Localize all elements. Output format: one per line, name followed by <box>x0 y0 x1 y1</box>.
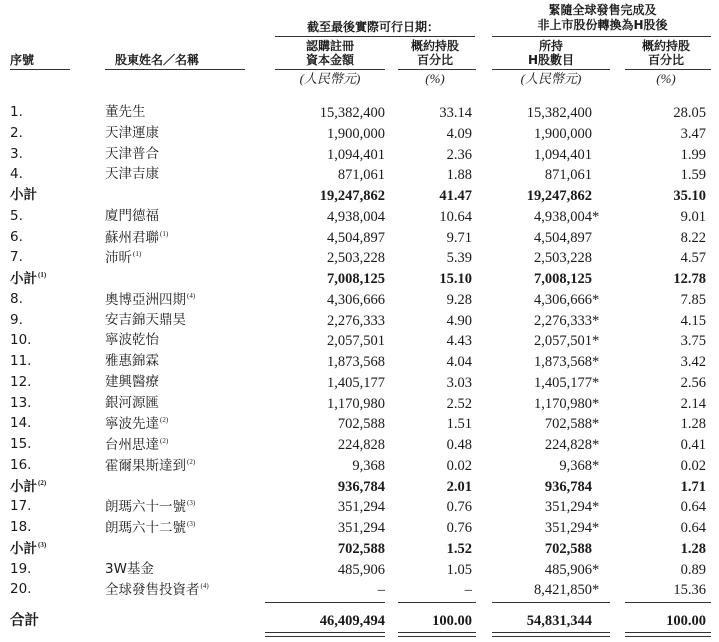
row-index-text: 7. <box>10 249 23 265</box>
col-header-capital-l2: 資本金額 <box>305 53 354 67</box>
col-header-pct1-l2: 百分比 <box>416 53 453 67</box>
registered-capital: 1,094,401 <box>327 147 385 163</box>
h-shares <box>492 189 592 204</box>
row-index <box>10 397 31 411</box>
footnote-ref: (2) <box>38 479 47 487</box>
footnote-ref: (3) <box>187 499 196 507</box>
shareholder-name <box>105 314 186 328</box>
h-shares: 9,368* <box>559 458 600 474</box>
row-index <box>10 417 31 431</box>
row-index-text: 小計 <box>10 541 37 557</box>
registered-capital: 351,294 <box>337 499 385 515</box>
shareholder-name <box>105 293 195 308</box>
row-index <box>10 314 23 328</box>
row-index-text: 2. <box>10 125 23 141</box>
total-rule-dbl2-capital <box>265 636 385 637</box>
footnote-ref: (1) <box>38 271 47 279</box>
col-rule-h <box>492 69 610 70</box>
registered-capital: 485,906 <box>337 562 385 578</box>
registered-capital: 2,503,228 <box>327 250 385 266</box>
registered-capital: 1,900,000 <box>327 126 385 142</box>
shareholder-name <box>105 106 146 120</box>
pct-before: 15.10 <box>439 271 472 287</box>
pct-after: 35.10 <box>673 188 706 204</box>
pct-before: 2.52 <box>446 396 472 412</box>
h-shares: 2,057,501* <box>534 333 600 349</box>
shareholder-name-text: 雅惠錦霖 <box>105 353 159 369</box>
shareholder-name-text: 寧波乾怡 <box>105 332 159 348</box>
registered-capital: 351,294 <box>337 520 385 536</box>
h-shares-text: 702,588 <box>544 541 592 557</box>
pct-before: 4.04 <box>446 354 472 370</box>
shareholder-name <box>105 459 195 474</box>
registered-capital: 7,008,125 <box>327 271 385 287</box>
row-index <box>10 148 23 162</box>
h-shares-text: 224,828 <box>544 437 592 453</box>
h-shares <box>492 542 592 557</box>
h-shares: 485,906* <box>544 562 600 578</box>
h-shares-text: 485,906 <box>544 562 592 578</box>
pct-after: 3.75 <box>680 333 706 349</box>
pct-after: 1.71 <box>680 479 706 495</box>
registered-capital: 19,247,862 <box>319 188 385 204</box>
shareholder-name <box>105 376 159 390</box>
h-shares-text: 7,008,125 <box>534 271 592 287</box>
row-index <box>10 251 23 265</box>
col-header-pct2-l1: 概約持股 <box>641 39 690 53</box>
row-index <box>10 210 23 224</box>
footnote-ref: (3) <box>38 541 47 549</box>
pct-after: 3.47 <box>680 126 706 142</box>
h-shares: 1,170,980* <box>534 396 600 412</box>
total-rule-top-h <box>492 602 610 603</box>
shareholder-name-text: 朗瑪六十二號 <box>105 520 186 536</box>
pct-after: 12.78 <box>673 271 706 287</box>
pct-after: 15.36 <box>673 582 706 598</box>
total-h: 54,831,344 <box>526 613 592 629</box>
pct-before: 4.09 <box>446 126 472 142</box>
pct-after: 7.85 <box>680 292 706 308</box>
row-index-text: 10. <box>10 332 32 348</box>
registered-capital: 2,276,333 <box>327 313 385 329</box>
h-shares-text: 871,061 <box>544 167 592 183</box>
shareholder-name <box>105 251 141 266</box>
pct-after: 4.57 <box>680 250 706 266</box>
col-rule-capital <box>275 69 385 70</box>
total-rule-top-pct2 <box>625 602 711 603</box>
registered-capital: – <box>377 582 385 598</box>
pct-before: 0.76 <box>446 520 472 536</box>
pct-after: 2.14 <box>680 396 706 412</box>
h-shares-text: 351,294 <box>544 499 592 515</box>
shareholder-name <box>105 417 168 432</box>
h-shares <box>492 168 592 183</box>
h-shares <box>492 251 592 266</box>
registered-capital: 936,784 <box>337 479 385 495</box>
pct-after: 9.01 <box>680 209 706 225</box>
shareholder-name <box>105 500 195 515</box>
registered-capital: 9,368 <box>352 458 385 474</box>
pct-before: – <box>464 582 472 598</box>
shareholder-name-text: 沛昕 <box>105 250 132 266</box>
registered-capital: 4,504,897 <box>327 230 385 246</box>
total-pct1: 100.00 <box>432 613 472 629</box>
h-shares-text: 702,588 <box>544 416 592 432</box>
footnote-ref: (2) <box>160 416 169 424</box>
row-index <box>10 231 23 245</box>
total-rule-dbl1-pct1 <box>398 632 476 633</box>
h-shares-text: 1,170,980 <box>534 396 592 412</box>
h-shares-text: 8,421,850 <box>534 582 592 598</box>
registered-capital: 15,382,400 <box>319 105 385 121</box>
pct-before: 3.03 <box>446 375 472 391</box>
total-rule-dbl1-capital <box>265 632 385 633</box>
shareholder-name-text: 台州思達 <box>105 437 159 453</box>
h-shares: 8,421,850* <box>534 582 600 598</box>
pct-before: 0.76 <box>446 499 472 515</box>
row-index <box>10 106 23 120</box>
registered-capital: 4,938,004 <box>327 209 385 225</box>
pct-after: 1.99 <box>680 147 706 163</box>
row-index-text: 9. <box>10 312 23 328</box>
pct-after: 2.56 <box>680 375 706 391</box>
row-index-text: 13. <box>10 395 32 411</box>
row-index-text: 12. <box>10 374 32 390</box>
footnote-ref: (2) <box>187 458 196 466</box>
pct-after: 0.41 <box>680 437 706 453</box>
total-capital: 46,409,494 <box>319 613 385 629</box>
shareholder-name <box>105 210 159 224</box>
row-index-text: 4. <box>10 166 23 182</box>
h-shares: 4,306,666* <box>534 292 600 308</box>
total-rule-dbl2-h <box>492 636 610 637</box>
h-shares: 224,828* <box>544 437 600 453</box>
footnote-ref: (3) <box>187 520 196 528</box>
h-shares-text: 936,784 <box>544 479 592 495</box>
registered-capital: 4,306,666 <box>327 292 385 308</box>
pct-before: 4.90 <box>446 313 472 329</box>
pct-before: 5.39 <box>446 250 472 266</box>
pct-after: 4.15 <box>680 313 706 329</box>
row-index-text: 6. <box>10 229 23 245</box>
shareholder-name-text: 蘇州君聯 <box>105 230 159 246</box>
h-shares <box>492 480 592 495</box>
group-header-after-offering-l1: 緊隨全球發售完成及 <box>548 3 657 17</box>
h-shares-text: 19,247,862 <box>526 188 592 204</box>
shareholder-name-text: 董先生 <box>105 104 146 120</box>
pct-after: 1.28 <box>680 541 706 557</box>
total-rule-dbl1-pct2 <box>625 632 711 633</box>
shareholder-name <box>105 127 159 141</box>
h-shares-text: 1,900,000 <box>534 126 592 142</box>
pct-after: 0.89 <box>680 562 706 578</box>
footnote-ref: (4) <box>200 582 209 590</box>
pct-before: 0.48 <box>446 437 472 453</box>
pct-after: 0.02 <box>680 458 706 474</box>
pct-after: 3.42 <box>680 354 706 370</box>
pct-before: 2.01 <box>446 479 472 495</box>
shareholder-name-text: 天津普合 <box>105 146 159 162</box>
unit-pct2: (%) <box>656 71 676 86</box>
pct-before: 10.64 <box>439 209 472 225</box>
pct-after: 8.22 <box>680 230 706 246</box>
shareholder-name-text: 寧波先達 <box>105 416 159 432</box>
total-rule-top-pct1 <box>398 602 476 603</box>
registered-capital: 871,061 <box>337 167 385 183</box>
total-pct2: 100.00 <box>666 613 706 629</box>
shareholder-name <box>105 563 154 577</box>
h-shares: 351,294* <box>544 520 600 536</box>
row-index <box>10 168 23 182</box>
row-index <box>10 438 31 452</box>
shareholder-name-text: 廈門德福 <box>105 208 159 224</box>
h-shares-text: 4,504,897 <box>534 230 592 246</box>
h-shares: 1,873,568* <box>534 354 600 370</box>
row-index <box>10 293 23 307</box>
registered-capital: 1,405,177 <box>327 375 385 391</box>
col-header-capital-l1: 認購註冊 <box>305 39 354 53</box>
shareholder-name-text: 3W基金 <box>105 561 154 577</box>
shareholder-name <box>105 231 168 246</box>
pct-before: 41.47 <box>439 188 472 204</box>
registered-capital: 224,828 <box>337 437 385 453</box>
row-index-text: 18. <box>10 519 32 535</box>
group-header-rule-1 <box>275 36 475 37</box>
h-shares: 702,588* <box>544 416 600 432</box>
h-shares <box>492 127 592 142</box>
pct-before: 0.02 <box>446 458 472 474</box>
total-rule-dbl2-pct1 <box>398 636 476 637</box>
pct-after: 1.59 <box>680 167 706 183</box>
group-header-latest-practicable-date: 截至最後實際可行日期： <box>306 20 439 34</box>
shareholder-name <box>105 148 159 162</box>
row-index <box>10 355 31 369</box>
pct-before: 9.71 <box>446 230 472 246</box>
row-index-text: 16. <box>10 457 32 473</box>
shareholder-name-text: 霍爾果斯達到 <box>105 458 186 474</box>
row-index-text: 小計 <box>10 187 37 203</box>
shareholder-name <box>105 334 159 348</box>
col-header-pct1-l1: 概約持股 <box>410 39 459 53</box>
group-header-rule-2 <box>492 36 711 37</box>
footnote-ref: (1) <box>160 230 169 238</box>
total-rule-dbl1-h <box>492 632 610 633</box>
pct-before: 1.88 <box>446 167 472 183</box>
pct-before: 1.51 <box>446 416 472 432</box>
total-rule-dbl2-pct2 <box>625 636 711 637</box>
shareholder-name-text: 建興醫療 <box>105 374 159 390</box>
unit-pct1: (%) <box>425 71 445 86</box>
h-shares-text: 351,294 <box>544 520 592 536</box>
row-index-text: 3. <box>10 146 23 162</box>
h-shares-text: 15,382,400 <box>526 105 592 121</box>
shareholder-name-text: 安吉錦天鼎昊 <box>105 312 186 328</box>
row-index-text: 14. <box>10 415 32 431</box>
row-index-text: 小計 <box>10 479 37 495</box>
h-shares-text: 1,873,568 <box>534 354 592 370</box>
row-index-text: 20. <box>10 581 32 597</box>
h-shares-text: 2,276,333 <box>534 313 592 329</box>
h-shares-text: 4,306,666 <box>534 292 592 308</box>
h-shares: 351,294* <box>544 499 600 515</box>
shareholder-name <box>105 521 195 536</box>
pct-before: 1.52 <box>446 541 472 557</box>
pct-after: 0.64 <box>680 499 706 515</box>
h-shares: 1,405,177* <box>534 375 600 391</box>
shareholder-name-text: 銀河源匯 <box>105 395 159 411</box>
shareholder-name <box>105 583 209 598</box>
registered-capital: 2,057,501 <box>327 333 385 349</box>
subtotal-label <box>10 480 46 495</box>
row-index <box>10 521 31 535</box>
col-header-pct2-l2: 百分比 <box>647 53 684 67</box>
row-index-text: 8. <box>10 291 23 307</box>
pct-before: 4.43 <box>446 333 472 349</box>
row-index <box>10 127 23 141</box>
shareholder-name <box>105 397 159 411</box>
row-index-text: 1. <box>10 104 23 120</box>
pct-after: 28.05 <box>673 105 706 121</box>
subtotal-label <box>10 189 37 203</box>
h-shares-text: 2,503,228 <box>534 250 592 266</box>
col-rule-pct1 <box>398 69 476 70</box>
row-index-text: 15. <box>10 436 32 452</box>
h-shares-text: 9,368 <box>559 458 592 474</box>
row-index-text: 11. <box>10 353 32 369</box>
footnote-ref: (2) <box>160 437 169 445</box>
h-shares-text: 2,057,501 <box>534 333 592 349</box>
shareholder-name-text: 天津吉康 <box>105 166 159 182</box>
total-rule-top-capital <box>265 602 385 603</box>
h-shares <box>492 148 592 163</box>
shareholder-name-text: 朗瑪六十一號 <box>105 499 186 515</box>
row-index <box>10 334 31 348</box>
total-label: 合計 <box>10 613 39 629</box>
h-shares <box>492 106 592 121</box>
registered-capital: 702,588 <box>337 541 385 557</box>
row-index-text: 小計 <box>10 271 37 287</box>
shareholder-name-text: 全球發售投資者 <box>105 582 200 598</box>
row-index <box>10 563 31 577</box>
row-index <box>10 583 31 597</box>
row-index-text: 19. <box>10 561 32 577</box>
subtotal-label <box>10 542 46 557</box>
col-rule-name <box>105 69 245 70</box>
shareholder-name-text: 天津運康 <box>105 125 159 141</box>
shareholder-name-text: 奧博亞洲四期 <box>105 292 186 308</box>
subtotal-label <box>10 272 46 287</box>
registered-capital: 702,588 <box>337 416 385 432</box>
h-shares: 4,938,004* <box>534 209 600 225</box>
pct-before: 1.05 <box>446 562 472 578</box>
row-index <box>10 459 31 473</box>
row-index-text: 5. <box>10 208 23 224</box>
registered-capital: 1,170,980 <box>327 396 385 412</box>
footnote-ref: (4) <box>187 292 196 300</box>
row-index <box>10 376 31 390</box>
row-index-text: 17. <box>10 498 32 514</box>
col-header-index: 序號 <box>10 53 35 67</box>
pct-after: 0.64 <box>680 520 706 536</box>
unit-capital: (人民幣元) <box>299 71 361 86</box>
col-rule-pct2 <box>625 69 711 70</box>
unit-h: (人民幣元) <box>520 71 582 86</box>
h-shares-text: 1,405,177 <box>534 375 592 391</box>
group-header-after-offering-l2: 非上市股份轉換為H股後 <box>537 18 668 32</box>
pct-after: 1.28 <box>680 416 706 432</box>
shareholder-name <box>105 438 168 453</box>
col-header-name: 股東姓名／名稱 <box>115 53 200 67</box>
h-shares: 2,276,333* <box>534 313 600 329</box>
col-rule-index <box>10 69 70 70</box>
h-shares-text: 1,094,401 <box>534 147 592 163</box>
shareholder-name <box>105 355 159 369</box>
row-index <box>10 500 31 514</box>
h-shares <box>492 272 592 287</box>
pct-before: 9.28 <box>446 292 472 308</box>
footnote-ref: (1) <box>133 250 142 258</box>
h-shares-text: 4,938,004 <box>534 209 592 225</box>
col-header-h-l2: H股數目 <box>527 53 575 67</box>
pct-before: 33.14 <box>439 105 472 121</box>
pct-before: 2.36 <box>446 147 472 163</box>
shareholder-name <box>105 168 159 182</box>
h-shares <box>492 231 592 246</box>
registered-capital: 1,873,568 <box>327 354 385 370</box>
col-header-h-l1: 所持 <box>538 39 563 53</box>
